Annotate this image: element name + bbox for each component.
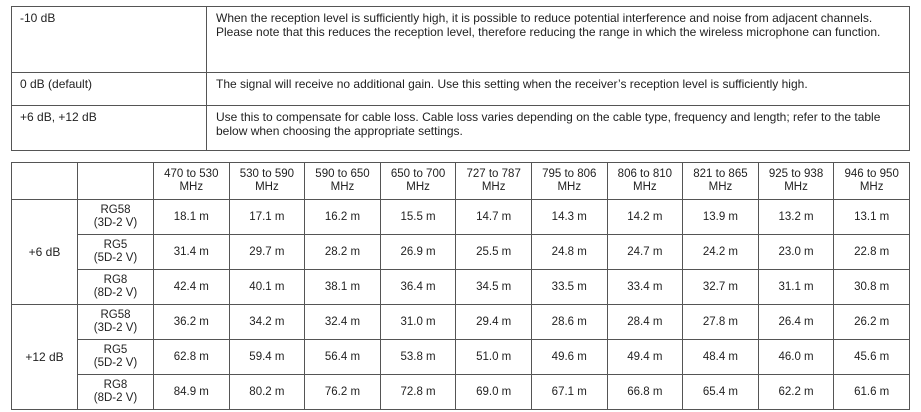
cable-type: [78, 235, 154, 270]
frequency-range: 470 to 530: [164, 168, 219, 180]
table-row: [12, 340, 910, 375]
cable-length-value: 30.8 m: [834, 270, 910, 305]
gain-settings-table: [11, 6, 910, 151]
frequency-unit: MHz: [255, 181, 279, 193]
cable-length-value: 14.3 m: [531, 200, 607, 235]
cable-length-value: 80.2 m: [229, 375, 305, 410]
cable-type: [78, 340, 154, 375]
gain-label: +6 dB: [12, 200, 78, 305]
table-row: [12, 375, 910, 410]
cable-length-value: 59.4 m: [229, 340, 305, 375]
cable-length-value: 49.4 m: [607, 340, 683, 375]
cable-length-value: 36.4 m: [380, 270, 456, 305]
frequency-header: [683, 163, 759, 200]
cable-length-value: 31.0 m: [380, 305, 456, 340]
cable-length-value: 31.1 m: [758, 270, 834, 305]
cable-length-value: 17.1 m: [229, 200, 305, 235]
cable-length-value: 66.8 m: [607, 375, 683, 410]
cable-length-value: 34.5 m: [456, 270, 532, 305]
cable-length-value: 26.9 m: [380, 235, 456, 270]
frequency-range: 727 to 787: [466, 168, 521, 180]
cable-length-value: 29.7 m: [229, 235, 305, 270]
cable-name: RG58: [100, 309, 131, 321]
table-row: [12, 270, 910, 305]
frequency-header: [607, 163, 683, 200]
cable-length-value: 24.7 m: [607, 235, 683, 270]
empty-corner-cell: [78, 163, 154, 200]
settings-row: [12, 73, 910, 106]
cable-length-value: 33.5 m: [531, 270, 607, 305]
frequency-header-row: [12, 163, 910, 200]
cable-length-value: 40.1 m: [229, 270, 305, 305]
cable-length-value: 65.4 m: [683, 375, 759, 410]
cable-length-value: 53.8 m: [380, 340, 456, 375]
cable-length-value: 76.2 m: [305, 375, 381, 410]
cable-length-value: 14.7 m: [456, 200, 532, 235]
cable-length-value: 24.8 m: [531, 235, 607, 270]
frequency-range: 821 to 865: [693, 168, 748, 180]
cable-length-value: 32.7 m: [683, 270, 759, 305]
gain-label: +12 dB: [12, 305, 78, 410]
frequency-range: 946 to 950: [844, 168, 899, 180]
frequency-range: 530 to 590: [239, 168, 295, 180]
table-row: [12, 200, 910, 235]
setting-label: 0 dB (default): [12, 73, 207, 106]
cable-name: RG58: [100, 204, 131, 216]
cable-spec: (3D-2 V): [93, 322, 138, 334]
cable-length-value: 18.1 m: [154, 200, 230, 235]
cable-length-value: 36.2 m: [154, 305, 230, 340]
cable-type: [78, 305, 154, 340]
cable-name: RG8: [103, 379, 128, 391]
cable-length-value: 34.2 m: [229, 305, 305, 340]
cable-spec: (8D-2 V): [93, 392, 138, 404]
settings-row: [12, 7, 910, 73]
setting-description: The signal will receive no additional gain. Use this setting when the receiver’s reception level is sufficiently high.: [207, 73, 910, 106]
frequency-unit: MHz: [708, 181, 733, 193]
cable-length-value: 26.2 m: [834, 305, 910, 340]
cable-length-value: 38.1 m: [305, 270, 381, 305]
frequency-range: 795 to 806: [542, 168, 597, 180]
cable-type: [78, 270, 154, 305]
cable-length-value: 14.2 m: [607, 200, 683, 235]
cable-length-value: 62.2 m: [758, 375, 834, 410]
cable-length-value: 84.9 m: [154, 375, 230, 410]
cable-length-value: 22.8 m: [834, 235, 910, 270]
cable-length-value: 13.2 m: [758, 200, 834, 235]
cable-length-value: 15.5 m: [380, 200, 456, 235]
cable-length-value: 31.4 m: [154, 235, 230, 270]
cable-length-value: 33.4 m: [607, 270, 683, 305]
cable-length-value: 72.8 m: [380, 375, 456, 410]
cable-length-value: 69.0 m: [456, 375, 532, 410]
frequency-header: [229, 163, 305, 200]
cable-length-value: 28.2 m: [305, 235, 381, 270]
cable-length-value: 25.5 m: [456, 235, 532, 270]
frequency-unit: MHz: [406, 181, 430, 193]
frequency-range: 925 to 938: [768, 168, 824, 180]
cable-spec: (8D-2 V): [93, 287, 138, 299]
setting-description: When the reception level is sufficiently high, it is possible to reduce potential interference and noise from adjacent channels. Please note that this reduces the reception level, therefore reducing the range in which the wireless microphone can function.: [207, 7, 910, 73]
cable-length-value: 16.2 m: [305, 200, 381, 235]
table-row: [12, 305, 910, 340]
frequency-range: 590 to 650: [315, 168, 370, 180]
cable-length-value: 29.4 m: [456, 305, 532, 340]
settings-row: [12, 106, 910, 151]
cable-length-value: 42.4 m: [154, 270, 230, 305]
frequency-header: [758, 163, 834, 200]
frequency-unit: MHz: [557, 181, 582, 193]
cable-length-value: 27.8 m: [683, 305, 759, 340]
cable-length-value: 28.6 m: [531, 305, 607, 340]
cable-length-value: 56.4 m: [305, 340, 381, 375]
frequency-unit: MHz: [330, 181, 355, 193]
frequency-unit: MHz: [784, 181, 808, 193]
cable-spec: (5D-2 V): [93, 357, 138, 369]
frequency-unit: MHz: [179, 181, 204, 193]
frequency-header: [531, 163, 607, 200]
setting-label: -10 dB: [12, 7, 207, 73]
cable-length-value: 67.1 m: [531, 375, 607, 410]
cable-length-value: 45.6 m: [834, 340, 910, 375]
setting-label: +6 dB, +12 dB: [12, 106, 207, 151]
frequency-header: [456, 163, 532, 200]
frequency-unit: MHz: [481, 181, 506, 193]
frequency-range: 650 to 700: [390, 168, 446, 180]
cable-length-value: 49.6 m: [531, 340, 607, 375]
cable-length-value: 26.4 m: [758, 305, 834, 340]
cable-spec: (5D-2 V): [93, 252, 138, 264]
cable-length-value: 62.8 m: [154, 340, 230, 375]
cable-loss-body: [12, 200, 910, 410]
cable-name: RG8: [103, 274, 128, 286]
cable-length-value: 24.2 m: [683, 235, 759, 270]
cable-spec: (3D-2 V): [93, 217, 138, 229]
frequency-unit: MHz: [633, 181, 657, 193]
setting-description: Use this to compensate for cable loss. Cable loss varies depending on the cable type, frequency and length; refer to the table below when choosing the appropriate settings.: [207, 106, 910, 151]
cable-type: [78, 375, 154, 410]
empty-corner-cell: [12, 163, 78, 200]
cable-length-value: 13.1 m: [834, 200, 910, 235]
cable-length-value: 32.4 m: [305, 305, 381, 340]
frequency-header: [834, 163, 910, 200]
frequency-unit: MHz: [859, 181, 884, 193]
cable-length-value: 13.9 m: [683, 200, 759, 235]
cable-length-value: 28.4 m: [607, 305, 683, 340]
frequency-header: [305, 163, 381, 200]
frequency-header: [380, 163, 456, 200]
frequency-header: [154, 163, 230, 200]
cable-length-value: 23.0 m: [758, 235, 834, 270]
table-row: [12, 235, 910, 270]
cable-name: RG5: [103, 344, 128, 356]
cable-loss-table: [11, 162, 910, 410]
cable-type: [78, 200, 154, 235]
frequency-range: 806 to 810: [617, 168, 673, 180]
cable-length-value: 46.0 m: [758, 340, 834, 375]
cable-length-value: 61.6 m: [834, 375, 910, 410]
cable-length-value: 51.0 m: [456, 340, 532, 375]
cable-length-value: 48.4 m: [683, 340, 759, 375]
cable-name: RG5: [103, 239, 128, 251]
